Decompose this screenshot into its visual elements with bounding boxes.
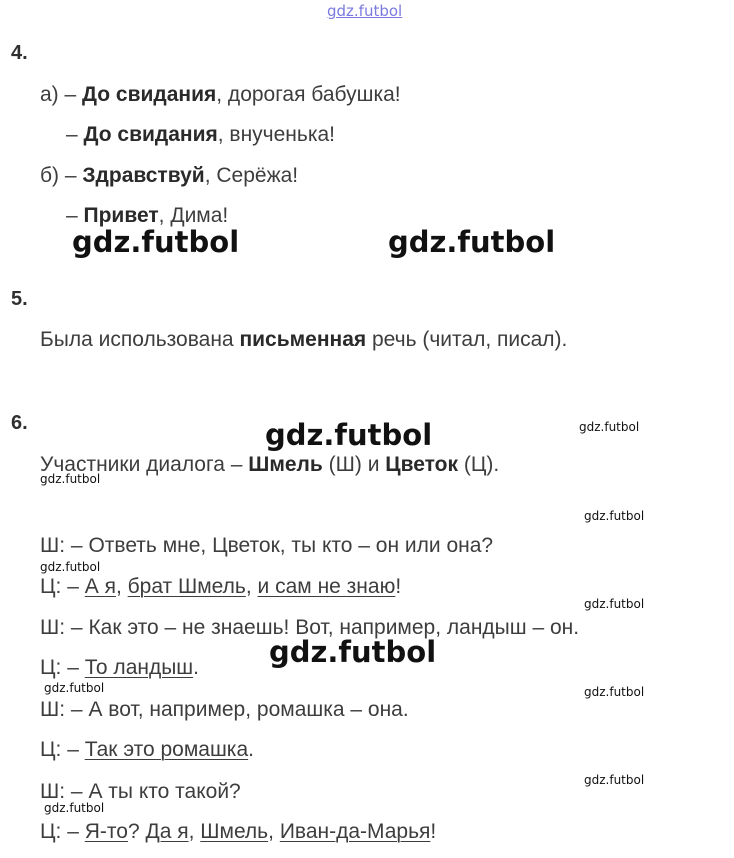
watermark-large: gdz.futbol <box>388 225 556 259</box>
dialogue-line <box>40 656 199 680</box>
line-text: (Ц). <box>458 453 500 476</box>
line-text: речь (читал, писал). <box>366 328 568 351</box>
task4-line-a <box>40 83 401 107</box>
watermark-large: gdz.futbol <box>72 225 240 259</box>
task6-intro <box>40 453 499 477</box>
bold-phrase: Здравствуй <box>82 164 205 187</box>
speaker-label: Ш: <box>40 780 66 803</box>
line-text: – А ты кто такой? <box>65 780 241 803</box>
task-number: 5. <box>11 288 28 310</box>
line-text: . <box>193 656 200 679</box>
line-text: ! <box>430 820 437 843</box>
underlined-phrase: и сам не знаю <box>257 575 396 598</box>
line-text: (Ш) и <box>322 453 386 476</box>
speaker-label: Ш: <box>40 616 66 639</box>
underlined-phrase: Да я <box>145 820 189 843</box>
line-text: . <box>248 738 254 761</box>
watermark-large: gdz.futbol <box>265 418 433 452</box>
line-text: – Ответь мне, Цветок, ты кто – он или она? <box>65 534 494 557</box>
bold-phrase: До свидания <box>83 123 218 146</box>
underlined-phrase: Шмель <box>200 820 269 843</box>
watermark-small: gdz.futbol <box>584 685 645 699</box>
bold-phrase: письменная <box>239 328 367 351</box>
line-text: , <box>245 575 258 598</box>
bold-phrase: До свидания <box>82 83 217 106</box>
underlined-phrase: Иван-да-Марья <box>279 820 431 843</box>
watermark-small: gdz.futbol <box>40 560 101 574</box>
speaker-label: Ш: <box>40 698 66 721</box>
task-number: 6. <box>11 412 28 434</box>
underlined-phrase: А я <box>84 575 116 598</box>
dialogue-line <box>40 534 493 558</box>
line-text: – Как это – не знаешь! Вот, например, ландыш – он. <box>65 616 580 639</box>
line-rest: , дорогая бабушка! <box>216 83 401 106</box>
watermark-small: gdz.futbol <box>584 597 645 611</box>
line-text: – <box>61 575 85 598</box>
task5-line <box>40 328 567 352</box>
line-text: Участники диалога – <box>40 453 249 476</box>
task4-line-b <box>40 164 298 188</box>
line-text: ? <box>127 820 146 843</box>
speaker-label: Ш: <box>40 534 66 557</box>
speaker-label: Ц: <box>40 656 62 679</box>
line-text: – А вот, например, ромашка – она. <box>65 698 409 721</box>
bold-phrase: Привет <box>83 204 159 227</box>
line-text: , <box>188 820 201 843</box>
line-text: ! <box>395 575 402 598</box>
watermark-top: gdz.futbol <box>327 2 403 20</box>
underlined-phrase: То ландыш <box>84 656 194 679</box>
line-rest: , внученька! <box>217 123 335 146</box>
dialogue-line <box>40 820 436 844</box>
line-prefix: а) – <box>40 83 83 106</box>
task4-line-a2 <box>66 123 335 147</box>
underlined-phrase: Я-то <box>84 820 128 843</box>
watermark-small: gdz.futbol <box>44 801 105 815</box>
line-text: , <box>268 820 280 843</box>
dialogue-line <box>40 575 401 599</box>
line-rest: , Серёжа! <box>204 164 299 187</box>
watermark-small: gdz.futbol <box>44 681 105 695</box>
watermark-large: gdz.futbol <box>269 635 437 669</box>
bold-phrase: Цветок <box>385 453 458 476</box>
speaker-label: Ц: <box>40 738 62 761</box>
dialogue-line <box>40 738 254 762</box>
line-prefix: б) – <box>40 164 83 187</box>
watermark-small: gdz.futbol <box>579 420 640 434</box>
watermark-small: gdz.futbol <box>584 773 645 787</box>
line-text: – <box>61 656 85 679</box>
speaker-label: Ц: <box>40 575 62 598</box>
speaker-label: Ц: <box>40 820 62 843</box>
line-text: , <box>115 575 128 598</box>
dialogue-line <box>40 698 409 722</box>
line-text: – <box>61 738 85 761</box>
line-rest: , Дима! <box>158 204 229 227</box>
underlined-phrase: Так это ромашка <box>84 738 249 761</box>
line-prefix: – <box>66 123 84 146</box>
line-prefix: – <box>66 204 84 227</box>
watermark-small: gdz.futbol <box>40 472 101 486</box>
task-number: 4. <box>11 42 28 64</box>
bold-phrase: Шмель <box>248 453 323 476</box>
underlined-phrase: брат Шмель <box>127 575 246 598</box>
watermark-small: gdz.futbol <box>584 509 645 523</box>
line-text: Была использована <box>40 328 240 351</box>
line-text: – <box>61 820 85 843</box>
